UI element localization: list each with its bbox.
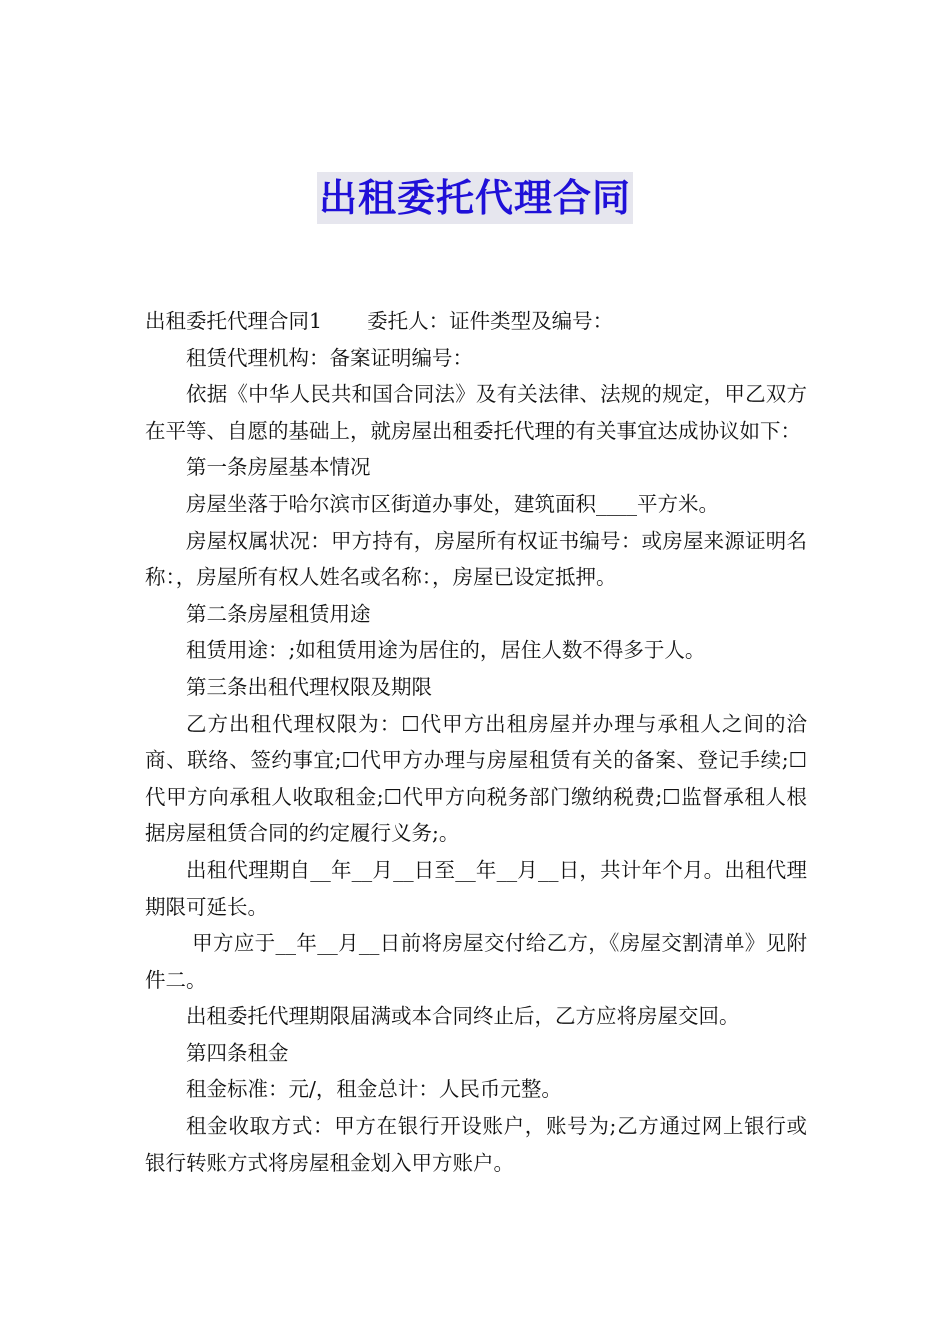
legal-basis-paragraph: 依据《中华人民共和国合同法》及有关法律、法规的规定，甲乙双方在平等、自愿的基础上，就房屋出租委托代理的有关事宜达成协议如下： bbox=[145, 382, 807, 443]
title-container bbox=[0, 172, 950, 224]
return-paragraph: 出租委托代理期限届满或本合同终止后，乙方应将房屋交回。 bbox=[186, 1004, 740, 1029]
ownership-paragraph: 房屋权属状况：甲方持有，房屋所有权证书编号：或房屋来源证明名称：，房屋所有权人姓名或名称：，房屋已设定抵押。 bbox=[145, 528, 807, 590]
property-location-paragraph: 房屋坐落于哈尔滨市区街道办事处，建筑面积____平方米。 bbox=[186, 491, 719, 516]
document-title: 出租委托代理合同 bbox=[317, 172, 633, 224]
article-1-heading: 第一条房屋基本情况 bbox=[186, 455, 371, 480]
delivery-paragraph: 甲方应于__年__月__日前将房屋交付给乙方，《房屋交割清单》见附件二。 bbox=[145, 931, 807, 992]
client-id-line: 委托人：证件类型及编号： bbox=[367, 309, 614, 333]
term-paragraph: 出租代理期自__年__月__日至__年__月__日，共计年个月。出租代理期限可延长。 bbox=[145, 857, 807, 919]
rent-collection-paragraph: 租金收取方式：甲方在银行开设账户，账号为;乙方通过网上银行或银行转账方式将房屋租金划入甲方账户。 bbox=[145, 1114, 807, 1175]
article-4-heading: 第四条租金 bbox=[186, 1040, 289, 1065]
authority-paragraph: 乙方出租代理权限为：☐代甲方出租房屋并办理与承租人之间的洽商、联络、签约事宜;☐代甲方办理与房屋租赁有关的备案、登记手续;☐代甲方向承租人收取租金;☐代甲方向税务部门缴纳税费;☐监督承租人根据房屋租赁合同的约定履行义务;。 bbox=[145, 711, 807, 846]
document-body bbox=[145, 303, 807, 1181]
agency-line: 租赁代理机构：备案证明编号： bbox=[186, 345, 473, 370]
article-3-heading: 第三条出租代理权限及期限 bbox=[186, 674, 432, 699]
intro-line bbox=[145, 303, 807, 340]
rent-standard-paragraph: 租金标准：元/，租金总计：人民币元整。 bbox=[186, 1077, 562, 1102]
article-2-heading: 第二条房屋租赁用途 bbox=[186, 601, 371, 626]
usage-paragraph: 租赁用途：;如租赁用途为居住的，居住人数不得多于人。 bbox=[186, 638, 706, 663]
contract-name-line: 出租委托代理合同1 bbox=[145, 309, 323, 333]
